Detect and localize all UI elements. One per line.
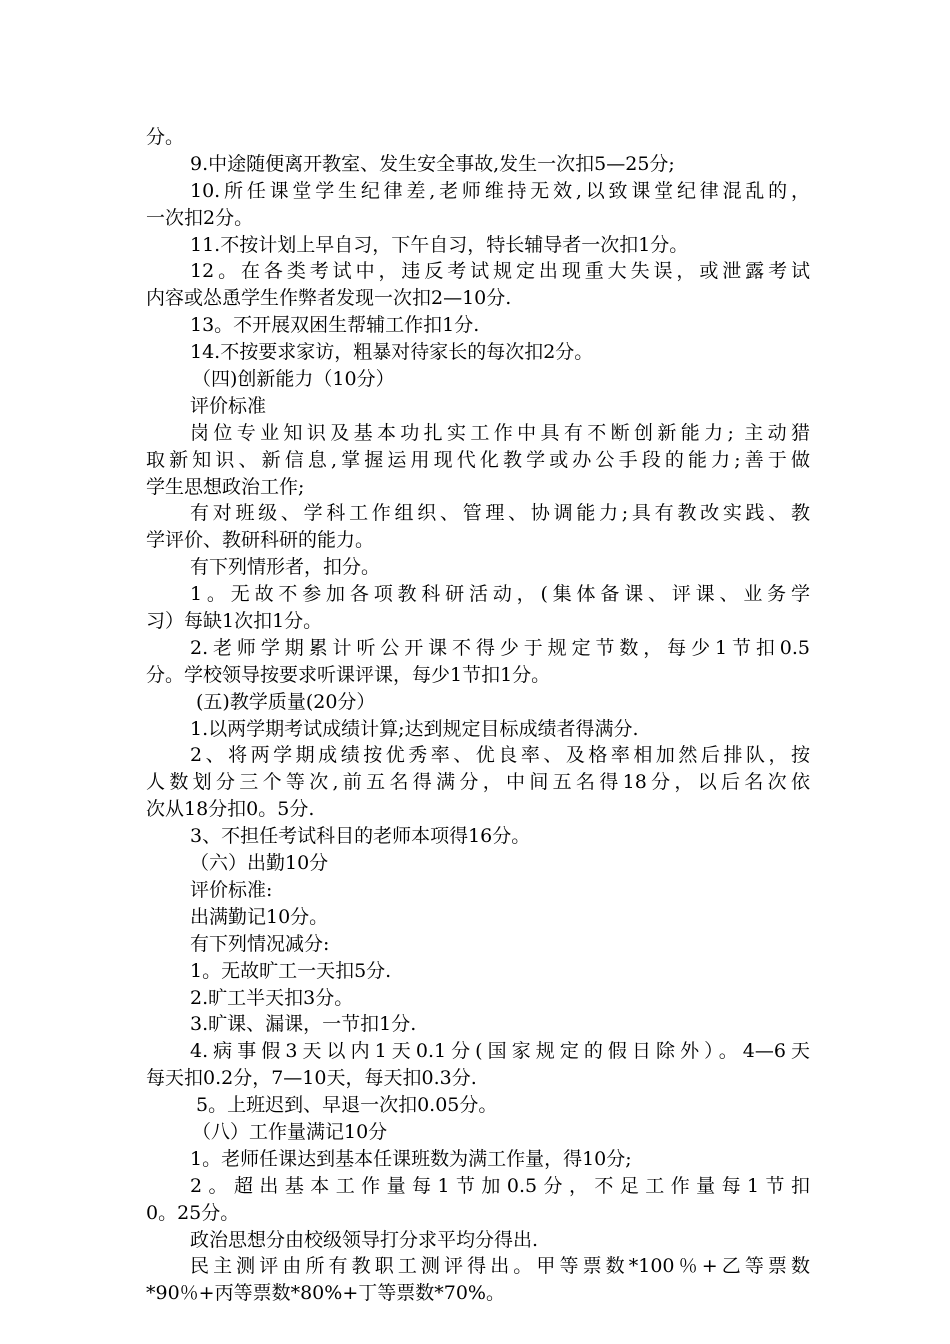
text-line: 评价标准 xyxy=(190,394,267,417)
text-line: 有下列情形者，扣分。 xyxy=(190,556,381,579)
text-line: 10.所任课堂学生纪律差,老师维持无效,以致课堂纪律混乱的， xyxy=(190,179,810,202)
text-line: 2、将两学期成绩按优秀率、优良率、及格率相加然后排队，按 xyxy=(190,744,810,767)
text-line: 每天扣0.2分，7—10天，每天扣0.3分. xyxy=(146,1067,477,1090)
text-line: 2.旷工半天扣3分。 xyxy=(190,986,354,1009)
text-line: 1。无故不参加各项教科研活动，(集体备课、评课、业务学 xyxy=(190,583,810,606)
text-line: 岗位专业知识及基本功扎实工作中具有不断创新能力; 主动猎 xyxy=(190,421,810,444)
text-line: *90％+丙等票数*80%+丁等票数*70%。 xyxy=(146,1282,505,1305)
text-line: 政治思想分由校级领导打分求平均分得出. xyxy=(190,1228,539,1251)
text-line: 1。老师任课达到基本任课班数为满工作量，得10分; xyxy=(190,1147,632,1170)
text-line: 评价标准: xyxy=(190,878,273,901)
text-line: 12。在各类考试中，违反考试规定出现重大失误，或泄露考试 xyxy=(190,260,810,283)
text-line: 11.不按计划上早自习，下午自习，特长辅导者一次扣1分。 xyxy=(190,233,689,256)
text-line: 一次扣2分。 xyxy=(146,206,254,229)
text-line: 9.中途随便离开教室、发生安全事故,发生一次扣5—25分; xyxy=(190,152,675,175)
text-line: 取新知识、新信息,掌握运用现代化教学或办公手段的能力;善于做 xyxy=(146,448,810,471)
text-line: 学评价、教研科研的能力。 xyxy=(146,529,375,552)
text-line: 5。上班迟到、早退一次扣0.05分。 xyxy=(196,1094,498,1117)
text-line: 习）每缺1次扣1分。 xyxy=(146,610,323,633)
text-line: 次从18分扣0。5分. xyxy=(146,798,315,821)
section-heading: （八）工作量满记10分 xyxy=(192,1120,388,1143)
text-line: 0。25分。 xyxy=(146,1201,240,1224)
text-line: 14.不按要求家访，粗暴对待家长的每次扣2分。 xyxy=(190,341,594,364)
text-line: 3.旷课、漏课，一节扣1分. xyxy=(190,1013,417,1036)
section-heading: (五)教学质量(20分） xyxy=(196,690,376,713)
text-line: 学生思想政治工作; xyxy=(146,475,305,498)
section-heading: （四)创新能力（10分） xyxy=(192,368,395,391)
text-line: 4.病事假3天以内1天0.1分(国家规定的假日除外）。4—6天 xyxy=(190,1040,810,1063)
text-line: 2.老师学期累计听公开课不得少于规定节数，每少1节扣0.5 xyxy=(190,636,810,659)
text-line: 3、不担任考试科目的老师本项得16分。 xyxy=(190,825,531,848)
text-line: 2。超出基本工作量每1节加0.5分，不足工作量每1节扣 xyxy=(190,1174,810,1197)
text-line: 有对班级、学科工作组织、管理、协调能力;具有教改实践、教 xyxy=(190,502,810,525)
text-line: 出满勤记10分。 xyxy=(190,905,329,928)
text-line: 有下列情况减分: xyxy=(190,932,330,955)
text-line: 13。不开展双困生帮辅工作扣1分. xyxy=(190,314,480,337)
text-line: 内容或怂恿学生作弊者发现一次扣2—10分. xyxy=(146,287,512,310)
document-body xyxy=(146,124,810,1307)
text-line: 分。 xyxy=(146,126,185,148)
text-line: 分。学校领导按要求听课评课，每少1节扣1分。 xyxy=(146,663,551,686)
section-heading: （六）出勤10分 xyxy=(190,852,329,875)
text-line: 1.以两学期考试成绩计算;达到规定目标成绩者得满分. xyxy=(190,717,639,740)
text-line: 民主测评由所有教职工测评得出。甲等票数*100％+乙等票数 xyxy=(190,1255,810,1278)
text-line: 1。无故旷工一天扣5分. xyxy=(190,959,392,982)
text-line: 人数划分三个等次,前五名得满分，中间五名得18分，以后名次依 xyxy=(146,771,810,794)
